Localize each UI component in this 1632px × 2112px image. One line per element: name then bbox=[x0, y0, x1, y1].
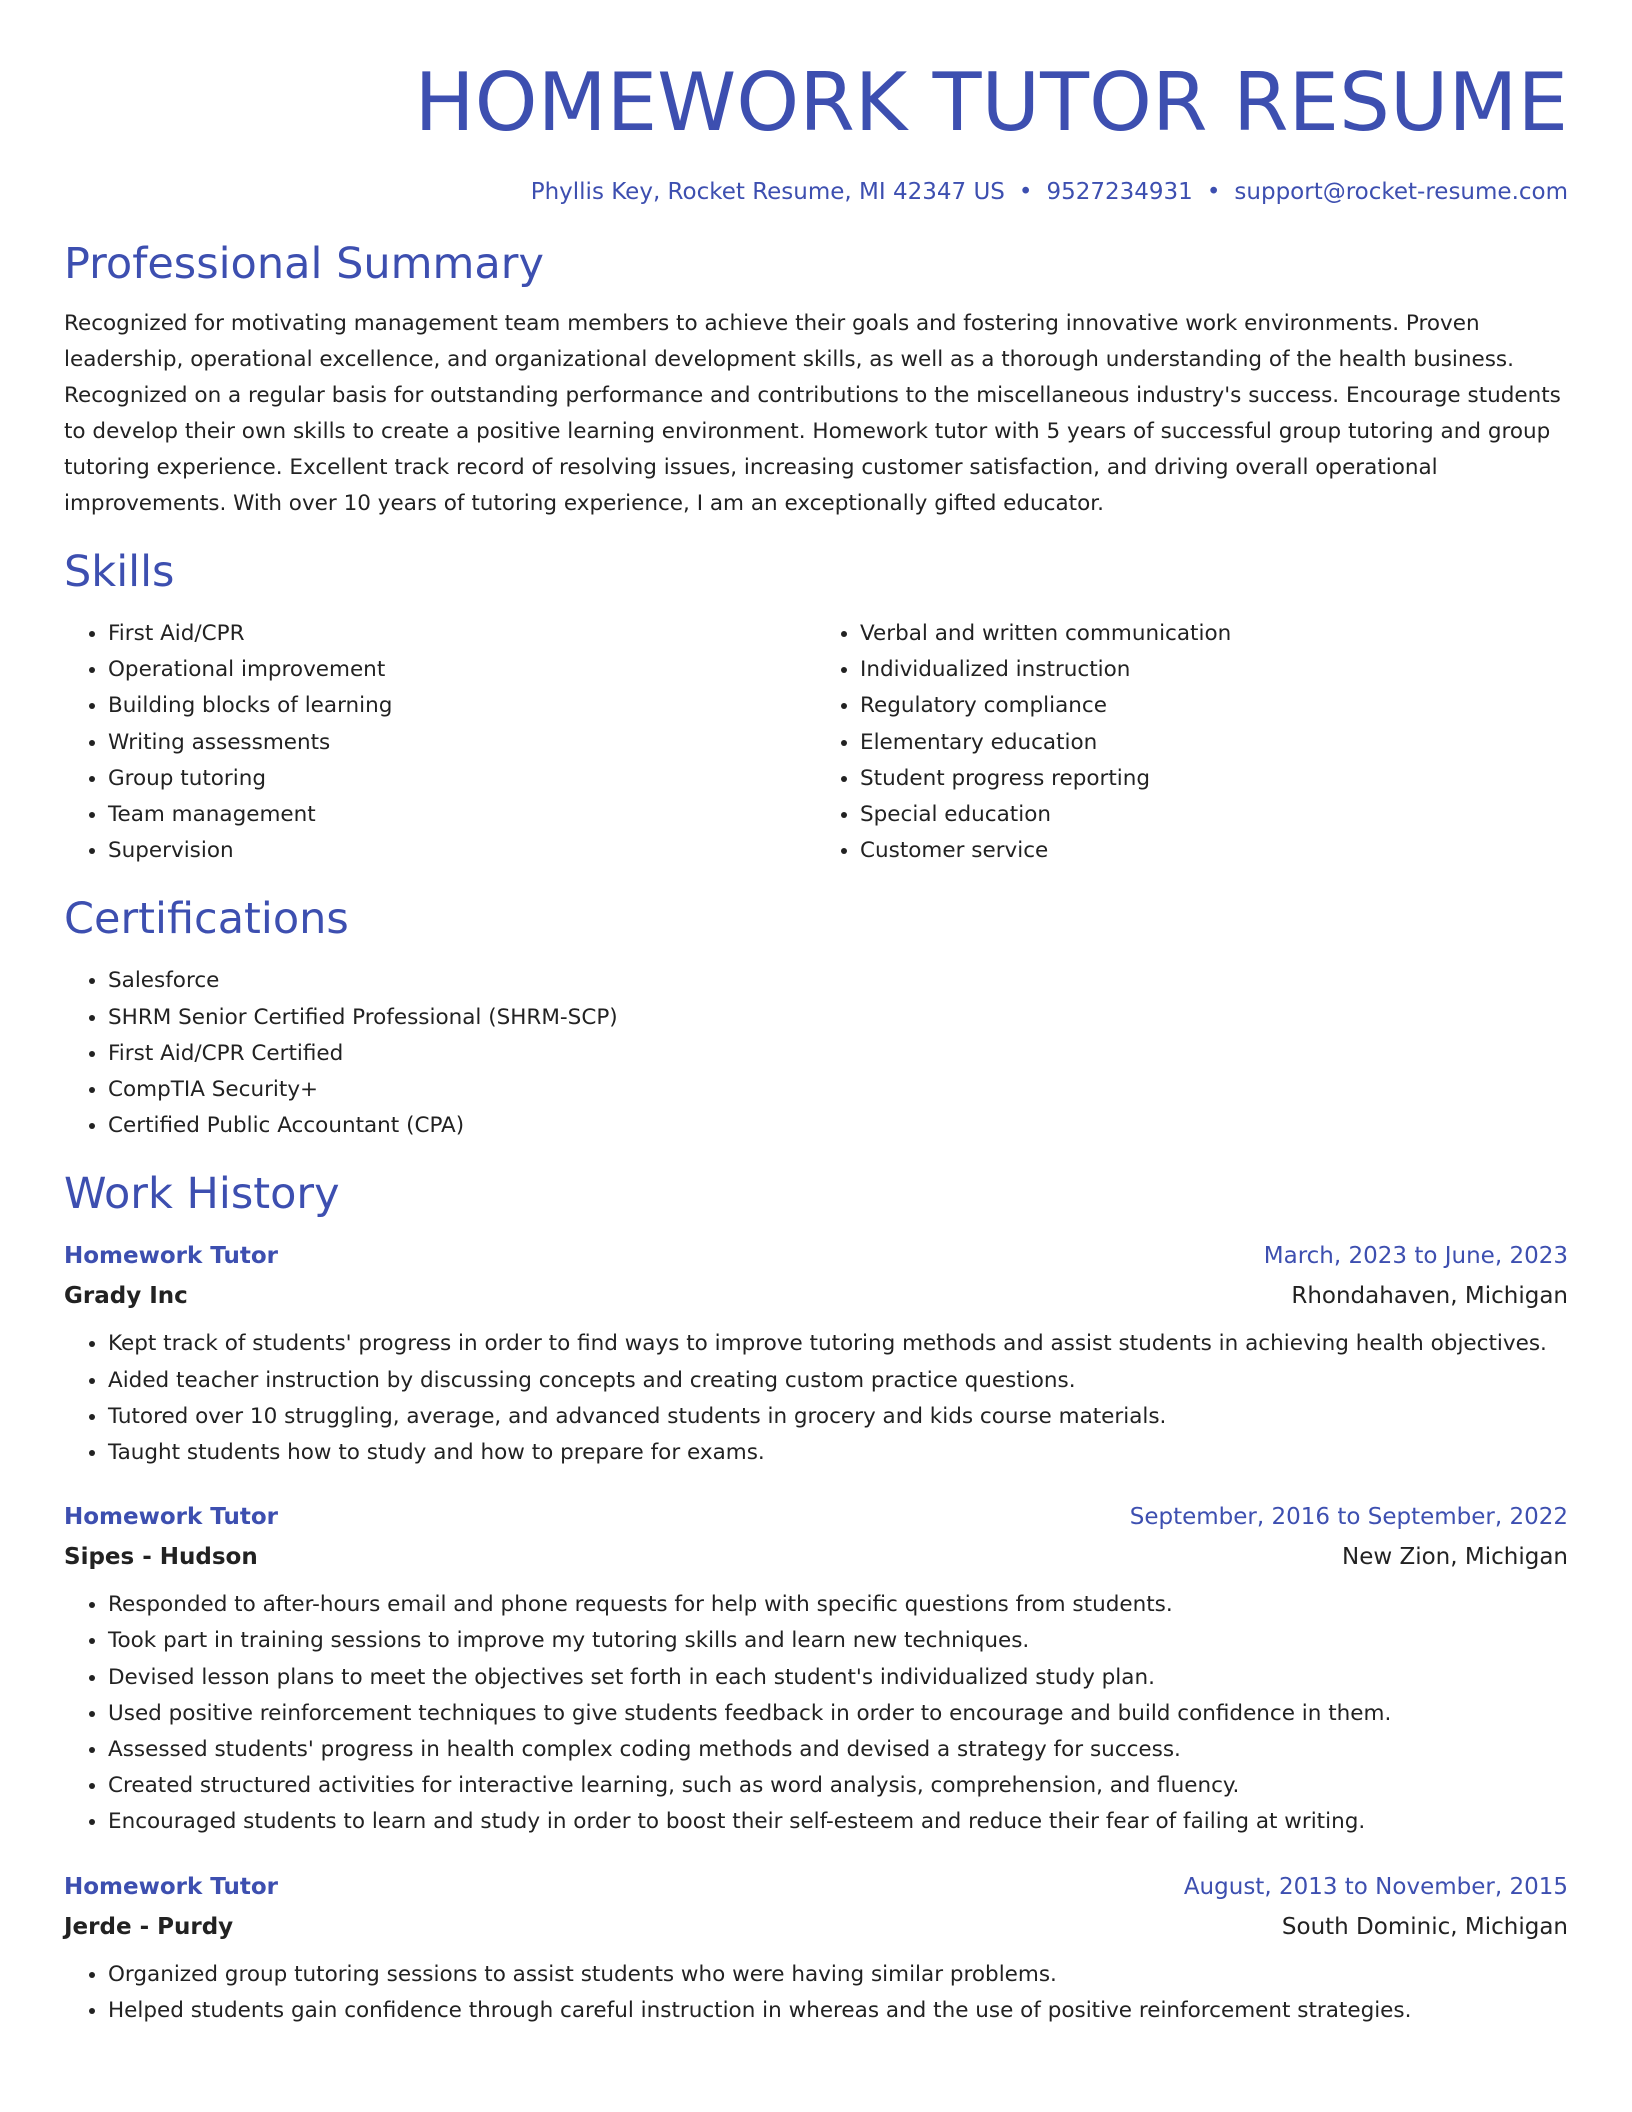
skill-item: • Operational improvement bbox=[108, 652, 816, 688]
contact-separator: • bbox=[1206, 179, 1221, 205]
job-company: Jerde - Purdy bbox=[64, 1913, 234, 1940]
skills-list-left bbox=[64, 616, 816, 869]
skill-item: • Regulatory compliance bbox=[860, 688, 1568, 724]
job-header bbox=[64, 1497, 1568, 1537]
job-bullets bbox=[64, 1326, 1568, 1471]
job-bullets bbox=[64, 1587, 1568, 1840]
job-subheader bbox=[64, 1537, 1568, 1577]
work-history-heading: Work History bbox=[64, 1169, 340, 1220]
job-subheader bbox=[64, 1276, 1568, 1316]
job-bullet: • Taught students how to study and how to prepare for exams. bbox=[108, 1435, 1568, 1471]
job-subheader bbox=[64, 1907, 1568, 1947]
skill-item: • First Aid/CPR bbox=[108, 616, 816, 652]
skill-item: • Team management bbox=[108, 797, 816, 833]
skills-section bbox=[64, 544, 1568, 869]
skill-item: • Group tutoring bbox=[108, 761, 816, 797]
job-title: Homework Tutor bbox=[64, 1504, 278, 1531]
job-entry bbox=[64, 1867, 1568, 2029]
summary-heading: Professional Summary bbox=[64, 239, 544, 289]
job-bullet: • Organized group tutoring sessions to assist students who were having similar problems. bbox=[108, 1957, 1568, 1993]
skill-item: • Supervision bbox=[108, 833, 816, 869]
job-entry bbox=[64, 1497, 1568, 1840]
skill-item: • Customer service bbox=[860, 833, 1568, 869]
job-company: Grady Inc bbox=[64, 1283, 188, 1310]
job-bullets bbox=[64, 1957, 1568, 2029]
certification-item: • CompTIA Security+ bbox=[108, 1072, 1568, 1108]
skills-list-right bbox=[816, 616, 1568, 869]
contact-address: Phyllis Key, Rocket Resume, MI 42347 US bbox=[530, 179, 1005, 205]
job-company: Sipes - Hudson bbox=[64, 1544, 258, 1571]
skill-item: • Writing assessments bbox=[108, 725, 816, 761]
contact-separator: • bbox=[1018, 179, 1033, 205]
job-bullet: • Helped students gain confidence through careful instruction in whereas and the use of positive reinforcement strategies. bbox=[108, 1993, 1568, 2029]
certification-item: • Salesforce bbox=[108, 963, 1568, 999]
summary-text: Recognized for motivating management team members to achieve their goals and fostering innovative work environments. Proven leadership, operational excellence, and organizational development skills, as well as a thorough understanding of the health business. Recognized on a regular basis for outstanding performance and contributions to the miscellaneous industry's success. Encourage students to develop their own skills to create a positive learning environment. Homework tutor with 5 years of successful group tutoring and group tutoring experience. Excellent track record of resolving issues, increasing customer satisfaction, and driving overall operational improvements. With over 10 years of tutoring experience, I am an exceptionally gifted educator. bbox=[64, 311, 1561, 516]
work-history-section bbox=[64, 1166, 1568, 2029]
job-location: South Dominic, Michigan bbox=[1281, 1913, 1568, 1940]
job-title: Homework Tutor bbox=[64, 1873, 278, 1900]
certifications-heading: Certifications bbox=[64, 894, 349, 945]
summary-section bbox=[64, 236, 1568, 522]
skills-heading: Skills bbox=[64, 547, 175, 597]
job-location: New Zion, Michigan bbox=[1341, 1544, 1568, 1571]
job-bullet: • Created structured activities for interactive learning, such as word analysis, comprehension, and fluency. bbox=[108, 1768, 1568, 1804]
job-header bbox=[64, 1867, 1568, 1907]
job-bullet: • Kept track of students' progress in order to find ways to improve tutoring methods and assist students in achieving health objectives. bbox=[108, 1326, 1568, 1362]
certifications-list bbox=[64, 963, 1568, 1144]
skill-item: • Special education bbox=[860, 797, 1568, 833]
contact-email[interactable]: support@rocket-resume.com bbox=[1234, 179, 1568, 205]
job-bullet: • Used positive reinforcement techniques to give students feedback in order to encourage and build confidence in them. bbox=[108, 1696, 1568, 1732]
job-bullet: • Encouraged students to learn and study in order to boost their self-esteem and reduce their fear of failing at writing. bbox=[108, 1804, 1568, 1840]
job-dates: March, 2023 to June, 2023 bbox=[1263, 1243, 1568, 1270]
certifications-section bbox=[64, 891, 1568, 1144]
job-bullet: • Assessed students' progress in health complex coding methods and devised a strategy for success. bbox=[108, 1732, 1568, 1768]
job-bullet: • Aided teacher instruction by discussing concepts and creating custom practice questions. bbox=[108, 1363, 1568, 1399]
job-bullet: • Tutored over 10 struggling, average, and advanced students in grocery and kids course materials. bbox=[108, 1399, 1568, 1435]
job-bullet: • Devised lesson plans to meet the objectives set forth in each student's individualized study plan. bbox=[108, 1660, 1568, 1696]
certification-item: • First Aid/CPR Certified bbox=[108, 1036, 1568, 1072]
skill-item: • Student progress reporting bbox=[860, 761, 1568, 797]
skill-item: • Verbal and written communication bbox=[860, 616, 1568, 652]
resume-title: HOMEWORK TUTOR RESUME bbox=[414, 56, 1568, 149]
contact-line bbox=[64, 176, 1568, 208]
skill-item: • Building blocks of learning bbox=[108, 688, 816, 724]
contact-phone: 9527234931 bbox=[1046, 179, 1193, 205]
job-bullet: • Responded to after-hours email and phone requests for help with specific questions from students. bbox=[108, 1587, 1568, 1623]
certification-item: • SHRM Senior Certified Professional (SHRM-SCP) bbox=[108, 1000, 1568, 1036]
job-location: Rhondahaven, Michigan bbox=[1291, 1283, 1568, 1310]
job-title: Homework Tutor bbox=[64, 1243, 278, 1270]
skills-columns bbox=[64, 616, 1568, 869]
skill-item: • Elementary education bbox=[860, 725, 1568, 761]
job-dates: August, 2013 to November, 2015 bbox=[1183, 1873, 1568, 1900]
job-bullet: • Took part in training sessions to improve my tutoring skills and learn new techniques. bbox=[108, 1623, 1568, 1659]
job-entry bbox=[64, 1236, 1568, 1471]
job-header bbox=[64, 1236, 1568, 1276]
skill-item: • Individualized instruction bbox=[860, 652, 1568, 688]
certification-item: • Certified Public Accountant (CPA) bbox=[108, 1108, 1568, 1144]
job-dates: September, 2016 to September, 2022 bbox=[1129, 1504, 1568, 1531]
